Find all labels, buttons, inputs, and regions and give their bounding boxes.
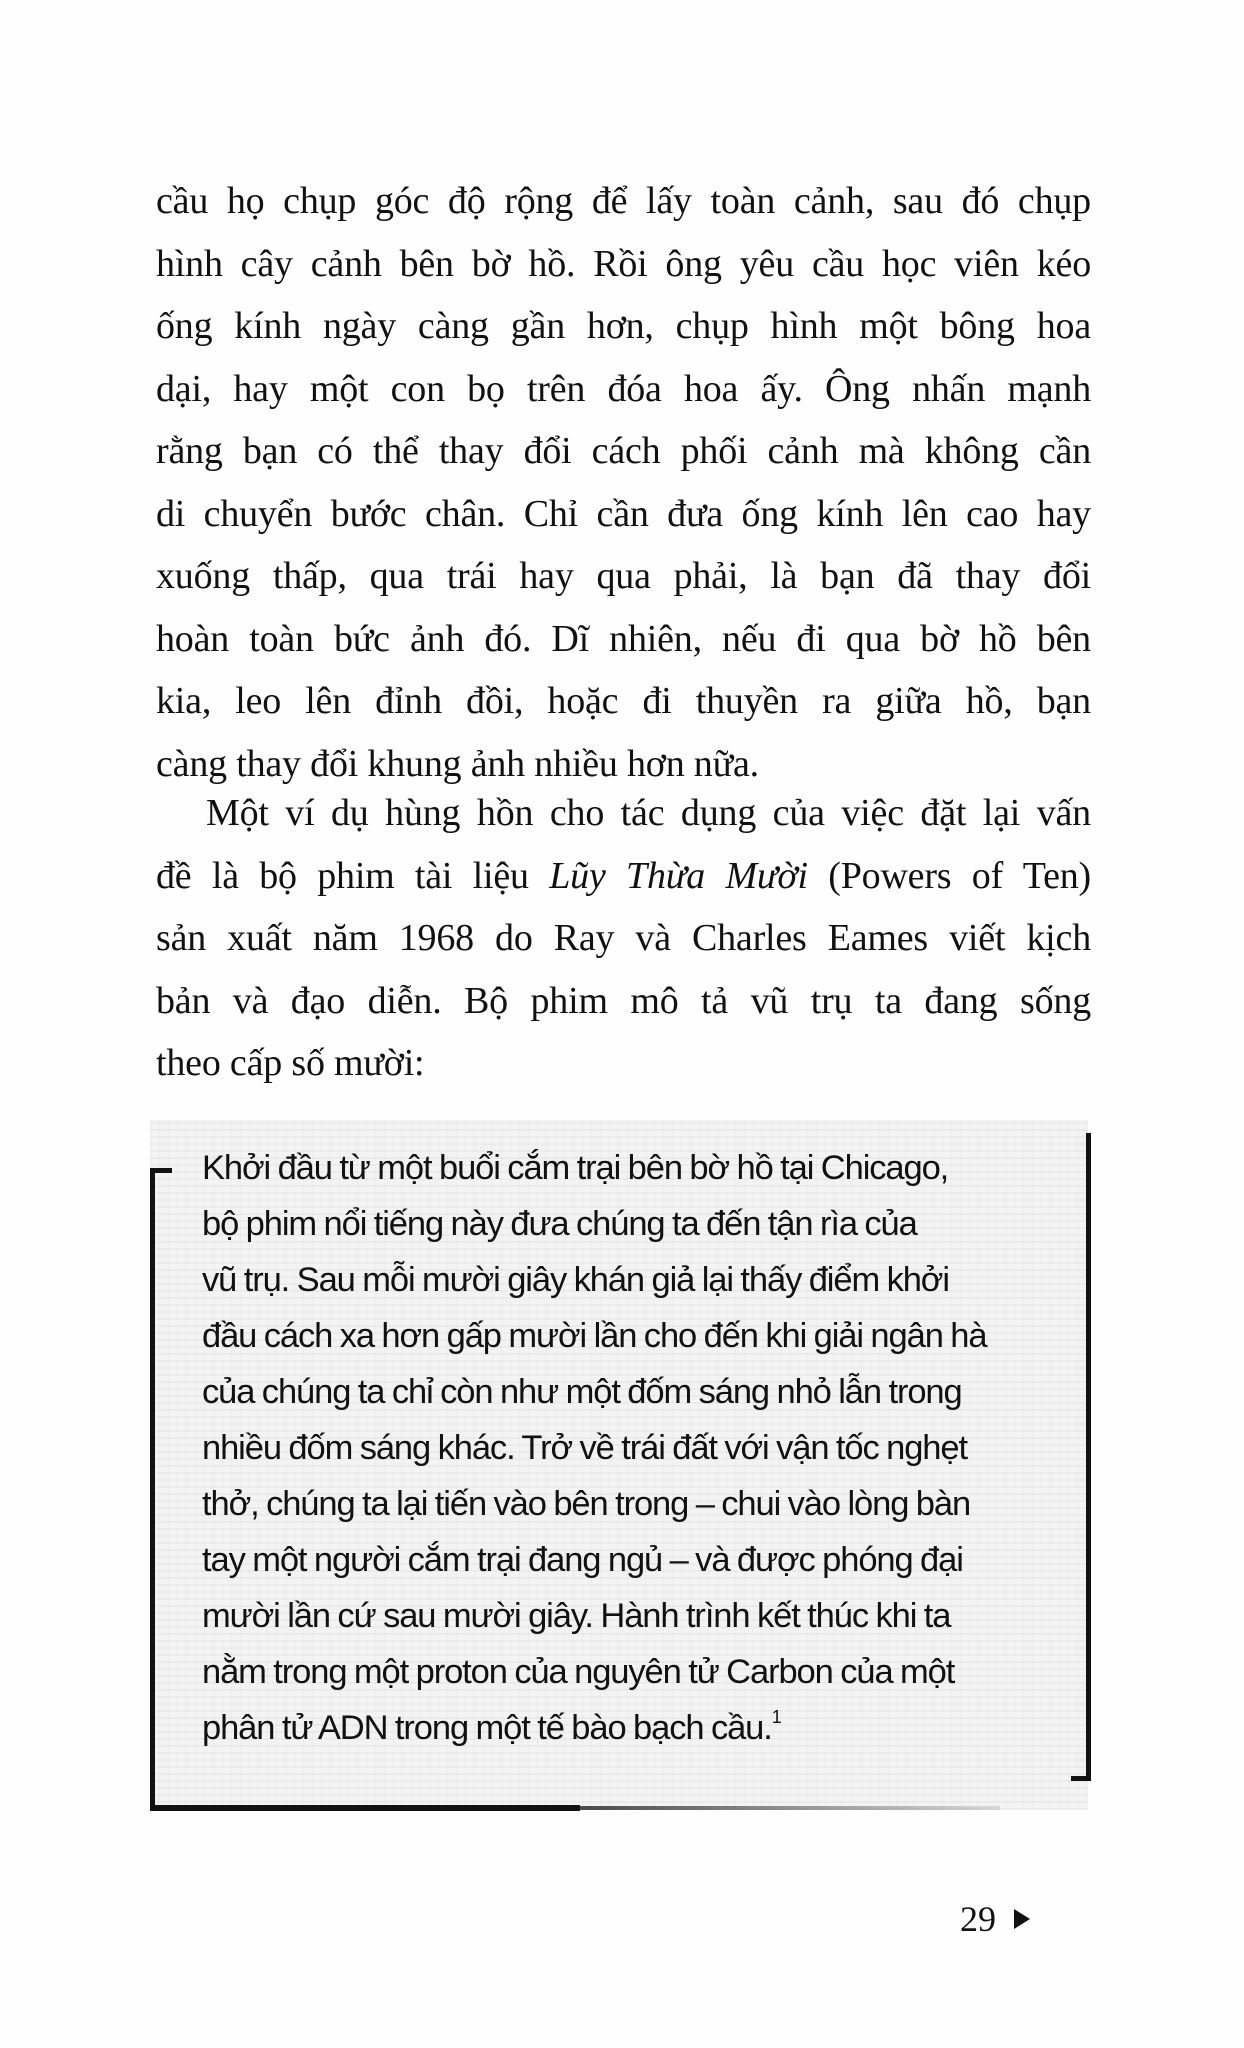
page-footer [960, 1898, 1030, 1940]
text-fragment: đề là bộ phim tài liệu [156, 854, 550, 897]
quote-line: nằm trong một proton của nguyên tử Carbon của một [202, 1653, 955, 1691]
quote-bracket-left [150, 1168, 172, 1810]
text-line: xuống thấp, qua trái hay qua phải, là bạn đã thay đổi [156, 555, 1091, 597]
text-line: rằng bạn có thể thay đổi cách phối cảnh mà không cần [156, 430, 1091, 472]
quote-bracket-right [1071, 1133, 1091, 1781]
quote-line: Khởi đầu từ một buổi cắm trại bên bờ hồ tại Chicago, [202, 1149, 949, 1187]
text-line: cầu họ chụp góc độ rộng để lấy toàn cảnh, sau đó chụp [156, 180, 1091, 222]
quote-line [202, 1700, 1032, 1756]
text-line: hoàn toàn bức ảnh đó. Dĩ nhiên, nếu đi qua bờ hồ bên [156, 617, 1091, 660]
text-line: di chuyển bước chân. Chỉ cần đưa ống kính lên cao hay [156, 492, 1091, 535]
text-line: ống kính ngày càng gần hơn, chụp hình một bông hoa [156, 305, 1091, 347]
quote-bottom-rule-fade [580, 1806, 1000, 1810]
quote-line: đầu cách xa hơn gấp mười lần cho đến khi giải ngân hà [202, 1317, 987, 1355]
blockquote-film-description [202, 1140, 1032, 1756]
text-line: theo cấp số mười: [156, 1042, 425, 1084]
quote-line: thở, chúng ta lại tiến vào bên trong – chui vào lòng bàn [202, 1485, 971, 1523]
page-number: 29 [960, 1899, 996, 1939]
quote-line: vũ trụ. Sau mỗi mười giây khán giả lại thấy điểm khởi [202, 1261, 949, 1299]
text-line [156, 845, 1091, 908]
quote-line: của chúng ta chỉ còn như một đốm sáng nhỏ lẫn trong [202, 1373, 962, 1411]
footnote-marker[interactable]: 1 [771, 1707, 781, 1727]
text-fragment: (Powers of Ten) [807, 854, 1091, 897]
quote-line-text: phân tử ADN trong một tế bào bạch cầu. [202, 1709, 772, 1747]
text-line: sản xuất năm 1968 do Ray và Charles Eames viết kịch [156, 917, 1091, 959]
triangle-right-icon [1014, 1909, 1030, 1929]
text-line: hình cây cảnh bên bờ hồ. Rồi ông yêu cầu học viên kéo [156, 242, 1091, 285]
quote-line: nhiều đốm sáng khác. Trở về trái đất với vận tốc nghẹt [202, 1429, 967, 1467]
film-title: Lũy Thừa Mười [549, 854, 808, 897]
quote-line: tay một người cắm trại đang ngủ – và được phóng đại [202, 1541, 963, 1579]
text-line: kia, leo lên đỉnh đồi, hoặc đi thuyền ra giữa hồ, bạn [156, 680, 1091, 722]
text-line: Một ví dụ hùng hồn cho tác dụng của việc đặt lại vấn [206, 792, 1091, 834]
paragraph-photography-perspective [156, 170, 1091, 795]
quote-line: bộ phim nổi tiếng này đưa chúng ta đến tận rìa của [202, 1205, 917, 1243]
text-line: càng thay đổi khung ảnh nhiều hơn nữa. [156, 742, 759, 785]
quote-line: mười lần cứ sau mười giây. Hành trình kết thúc khi ta [202, 1597, 951, 1635]
quote-bottom-rule [150, 1805, 580, 1811]
paragraph-powers-of-ten [156, 782, 1091, 1095]
text-line: dại, hay một con bọ trên đóa hoa ấy. Ông nhấn mạnh [156, 367, 1091, 410]
text-line: bản và đạo diễn. Bộ phim mô tả vũ trụ ta đang sống [156, 979, 1091, 1022]
